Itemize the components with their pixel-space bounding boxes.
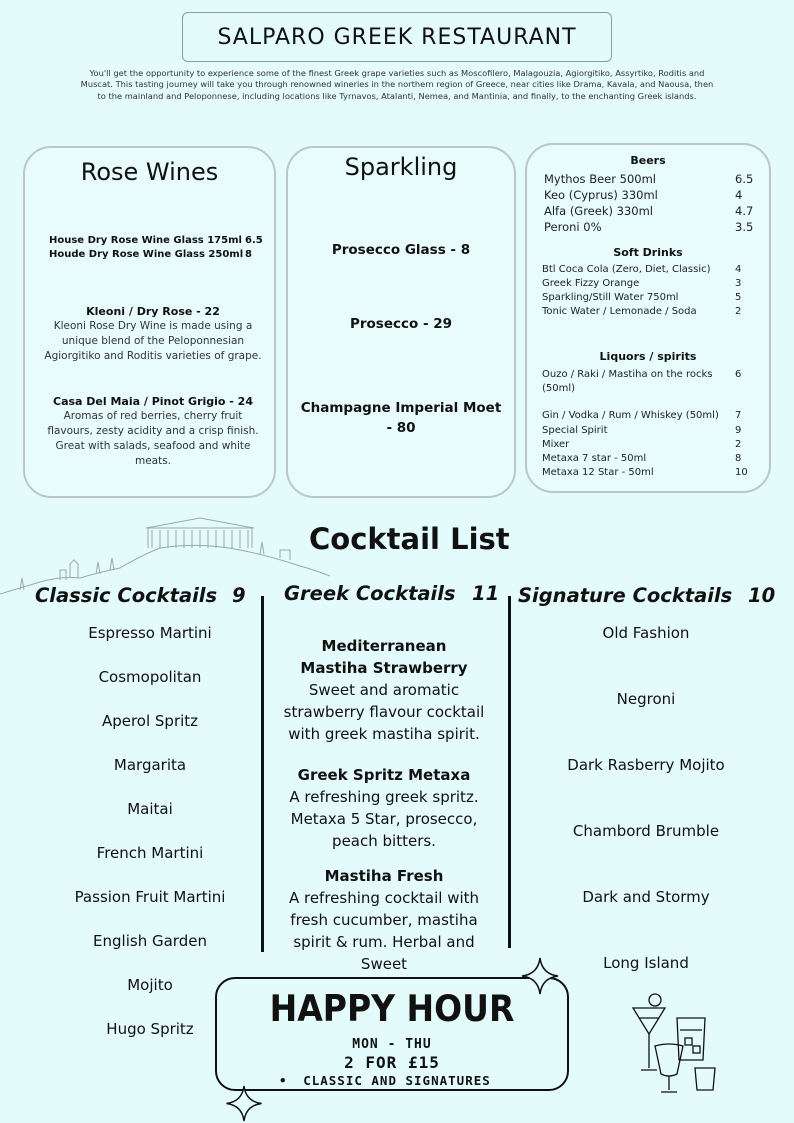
classic-cocktail-item: Aperol Spritz (101, 712, 199, 730)
cocktail-glasses-illustration (625, 990, 720, 1100)
drink-price: 8 (735, 453, 742, 464)
beer-row (544, 188, 759, 202)
classic-cocktail-item: Mojito (127, 976, 173, 994)
wine-bottle-desc: Aromas of red berries, cherry fruit flavours, zesty acidity and a crisp finish. Great with salads, seafood and white meats. (47, 410, 259, 467)
liquor-row (542, 368, 742, 396)
drink-name: Metaxa 12 Star - 50ml (542, 467, 654, 478)
classic-cocktails-heading (35, 584, 246, 607)
drinks-card (525, 143, 771, 493)
happy-hour-days: MON - THU (352, 1037, 432, 1052)
sparkle-star-icon (520, 956, 560, 996)
beer-row (544, 204, 759, 218)
signature-cocktail-item: Negroni (616, 690, 676, 708)
drink-price: 3.5 (735, 220, 754, 234)
classic-cocktail-item: Margarita (113, 756, 187, 774)
wine-name: House Dry Rose Wine Glass 175ml (49, 235, 242, 246)
soft-drinks-heading: Soft Drinks (613, 246, 683, 259)
rose-wines-heading: Rose Wines (80, 158, 219, 186)
drink-price: 6.5 (735, 172, 754, 186)
greek-cocktail-desc: A refreshing cocktail with fresh cucumber, mastiha spirit & rum. Herbal and Sweet (288, 889, 480, 973)
wine-bottle-name: Kleoni / Dry Rose - 22 (86, 305, 220, 318)
greek-cocktail-name: Mastiha Fresh (324, 867, 444, 885)
classic-cocktail-item: Cosmopolitan (98, 668, 202, 686)
soft-drink-row (542, 263, 757, 277)
drink-name: Metaxa 7 star - 50ml (542, 453, 647, 464)
liquor-row (542, 438, 757, 452)
signature-cocktail-item: Long Island (603, 954, 689, 972)
drink-price: 3 (735, 278, 742, 289)
greek-cocktail-item (268, 764, 500, 852)
signature-cocktail-item: Dark Rasberry Mojito (567, 756, 725, 774)
sparkle-star-icon (224, 1084, 264, 1123)
happy-hour-box (215, 977, 569, 1091)
wine-bottle-item (43, 304, 263, 364)
beer-row (544, 220, 759, 234)
sparkling-item: Prosecco Glass - 8 (331, 242, 471, 258)
greek-cocktail-name: Mediterranean Mastiha Strawberry (300, 637, 468, 677)
beer-row (544, 172, 759, 186)
classic-cocktail-item: Passion Fruit Martini (74, 888, 226, 906)
wine-price: 6.5 (245, 235, 263, 246)
signature-cocktails-heading (518, 584, 776, 607)
drink-name: Greek Fizzy Orange (542, 278, 640, 289)
drink-name: Mixer (542, 439, 570, 450)
drink-name: Peroni 0% (544, 220, 602, 234)
greek-cocktail-item (268, 865, 500, 975)
column-divider (261, 596, 264, 952)
wine-bottle-name: Casa Del Maia / Pinot Grigio - 24 (53, 395, 253, 408)
drink-price: 5 (735, 292, 742, 303)
intro-paragraph: You'll get the opportunity to experience some of the finest Greek grape varieties such as Moscofilero, Malagouzia, Agiorgitiko, Assyrtiko, Roditis and Muscat. This tasting journey will take you through renowned wineries in the northern region of Greece, near cities like Drama, Kavala, and Naousa, then to the mainland and Peloponnese, including locations like Tyrnavos, Atalanti, Nemea, and Mantinia, and finally, to the enchanting Greek islands. (80, 68, 714, 101)
liquor-row (542, 466, 757, 480)
sparkling-item: Prosecco - 29 (349, 316, 453, 332)
classic-cocktails-title: Classic Cocktails (35, 584, 218, 607)
liquor-row (542, 409, 757, 423)
column-divider (508, 596, 511, 948)
greek-cocktails-heading (284, 582, 500, 605)
classic-cocktails-price: 9 (232, 584, 246, 607)
happy-hour-offer: 2 FOR £15 (344, 1053, 440, 1072)
signature-cocktails-price: 10 (748, 584, 776, 607)
drink-price: 10 (735, 467, 748, 478)
drink-name: Sparkling/Still Water 750ml (542, 292, 679, 303)
liquor-row (542, 452, 757, 466)
classic-cocktail-item: Hugo Spritz (106, 1020, 194, 1038)
restaurant-title: SALPARO GREEK RESTAURANT (217, 24, 577, 50)
greek-cocktail-desc: A refreshing greek spritz. Metaxa 5 Star, prosecco, peach bitters. (289, 788, 479, 850)
drink-name: Gin / Vodka / Rum / Whiskey (50ml) (542, 410, 719, 421)
beers-heading: Beers (630, 154, 666, 167)
soft-drink-row (542, 305, 757, 319)
greek-cocktail-item (268, 635, 500, 679)
drink-price: 6 (735, 369, 742, 380)
drink-price: 2 (735, 306, 742, 317)
drink-price: 2 (735, 439, 742, 450)
drink-price: 4 (735, 188, 743, 202)
sparkling-item: Champagne Imperial Moet - 80 (300, 400, 502, 436)
classic-cocktail-item: Maitai (127, 800, 173, 818)
greek-cocktail-name: Greek Spritz Metaxa (297, 766, 471, 784)
drink-price: 4 (735, 264, 742, 275)
signature-cocktail-item: Chambord Brumble (572, 822, 720, 840)
classic-cocktail-item: French Martini (96, 844, 204, 862)
greek-cocktail-desc: Sweet and aromatic strawberry flavour cocktail with greek mastiha spirit. (283, 681, 485, 743)
wine-price: 8 (245, 249, 252, 260)
rose-wines-card (23, 146, 276, 498)
liquors-heading: Liquors / spirits (599, 350, 697, 363)
drink-price: 7 (735, 410, 742, 421)
cocktail-list-heading: Cocktail List (309, 522, 510, 556)
drink-name: Special Spirit (542, 425, 608, 436)
drink-name: Keo (Cyprus) 330ml (544, 188, 658, 202)
drink-price: 9 (735, 425, 742, 436)
signature-cocktail-item: Dark and Stormy (582, 888, 710, 906)
classic-cocktail-item: English Garden (93, 932, 207, 950)
drink-name: Ouzo / Raki / Mastiha on the rocks (50ml) (542, 369, 713, 394)
greek-cocktails-price: 11 (472, 582, 500, 605)
drink-name: Tonic Water / Lemonade / Soda (542, 306, 697, 317)
classic-cocktail-item: Espresso Martini (88, 624, 212, 642)
happy-hour-note: CLASSIC AND SIGNATURES (303, 1073, 491, 1088)
wine-name: Houde Dry Rose Wine Glass 250ml (49, 249, 244, 260)
liquor-row (542, 424, 757, 438)
bullet-icon: • (279, 1073, 288, 1088)
sparkling-heading: Sparkling (344, 153, 458, 181)
happy-hour-title: HAPPY HOUR (269, 987, 515, 1030)
soft-drink-row (542, 291, 757, 305)
restaurant-title-box (182, 12, 612, 62)
drink-name: Alfa (Greek) 330ml (544, 204, 653, 218)
wine-bottle-item (43, 394, 263, 469)
wine-price-row (49, 234, 264, 248)
drink-price: 4.7 (735, 204, 754, 218)
sparkling-card (286, 146, 516, 498)
wine-bottle-desc: Kleoni Rose Dry Wine is made using a unique blend of the Peloponnesian Agiorgitiko and Roditis varieties of grape. (44, 320, 262, 362)
signature-cocktail-item: Old Fashion (602, 624, 690, 642)
signature-cocktails-title: Signature Cocktails (518, 584, 733, 607)
greek-cocktails-title: Greek Cocktails (284, 582, 456, 605)
soft-drink-row (542, 277, 757, 291)
happy-hour-note-row (217, 1073, 567, 1088)
wine-price-row (49, 248, 264, 262)
drink-name: Btl Coca Cola (Zero, Diet, Classic) (542, 264, 711, 275)
greek-cocktail-desc-block (268, 679, 500, 745)
drink-name: Mythos Beer 500ml (544, 172, 656, 186)
